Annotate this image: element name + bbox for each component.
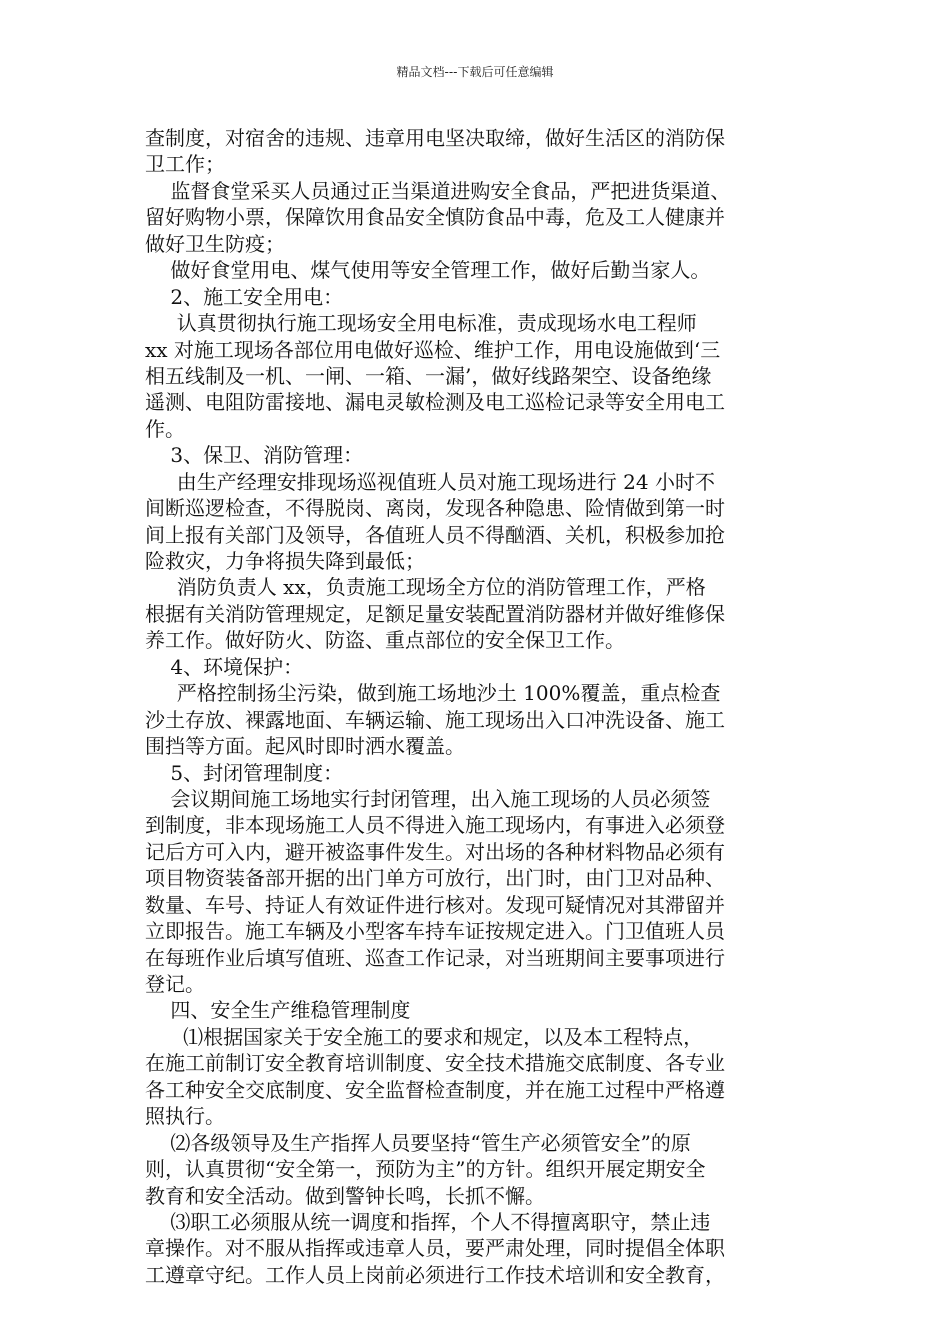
text-line: 根据有关消防管理规定，足额足量安装配置消防器材并做好维修保 bbox=[145, 601, 725, 626]
text-line: 登记。 bbox=[145, 972, 205, 996]
text-line: ⑴根据国家关于安全施工的要求和规定，以及本工程特点， bbox=[145, 1024, 704, 1049]
text-line: 照执行。 bbox=[145, 1104, 225, 1129]
text-line: xx 对施工现场各部位用电做好巡检、维护工作，用电设施做到‘三 bbox=[145, 337, 721, 362]
text-line: 消防负责人 xx，负责施工现场全方位的消防管理工作，严格 bbox=[145, 575, 706, 600]
text-line: 沙土存放、裸露地面、车辆运输、施工现场出入口冲洗设备、施工 bbox=[145, 707, 725, 732]
document-body bbox=[145, 125, 805, 1288]
text-line: 教育和安全活动。做到警钟长鸣，长抓不懈。 bbox=[145, 1183, 545, 1208]
text-line: 会议期间施工场地实行封闭管理，出入施工现场的人员必须签 bbox=[145, 786, 711, 811]
text-line: 立即报告。施工车辆及小型客车持车证按规定进入。门卫值班人员 bbox=[145, 919, 725, 944]
text-line: 险救灾，力争将损失降到最低； bbox=[145, 549, 425, 573]
text-line: 在施工前制订安全教育培训制度、安全技术措施交底制度、各专业 bbox=[145, 1051, 725, 1076]
text-line: 5、封闭管理制度： bbox=[145, 760, 344, 785]
text-line: 间上报有关部门及领导，各值班人员不得酗酒、关机，积极参加抢 bbox=[145, 522, 725, 547]
text-line: 在每班作业后填写值班、巡查工作记录，对当班期间主要事项进行 bbox=[145, 945, 725, 970]
text-line: 做好食堂用电、煤气使用等安全管理工作，做好后勤当家人。 bbox=[145, 258, 711, 283]
text-line: 卫工作； bbox=[145, 152, 225, 177]
text-line: ⑶职工必须服从统一调度和指挥，个人不得擅离职守，禁止违 bbox=[145, 1209, 711, 1234]
text-line: 围挡等方面。起风时即时洒水覆盖。 bbox=[145, 734, 465, 759]
text-line: 相五线制及一机、一闸、一箱、一漏’，做好线路架空、设备绝缘 bbox=[145, 363, 712, 388]
text-line: 严格控制扬尘污染，做到施工场地沙土 100%覆盖，重点检查 bbox=[145, 681, 721, 706]
text-line: 2、施工安全用电： bbox=[145, 284, 344, 309]
page-header: 精品文档---下载后可任意编辑 bbox=[396, 65, 554, 79]
text-line: 做好卫生防疫； bbox=[145, 231, 285, 256]
text-line: 监督食堂采买人员通过正当渠道进购安全食品，严把进货渠道、 bbox=[145, 178, 731, 203]
text-line: 作。 bbox=[145, 416, 185, 441]
text-line: 工遵章守纪。工作人员上岗前必须进行工作技术培训和安全教育， bbox=[145, 1262, 725, 1287]
text-line: 查制度，对宿舍的违规、违章用电坚决取缔，做好生活区的消防保 bbox=[145, 126, 725, 150]
text-line: 4、环境保护： bbox=[145, 654, 304, 679]
text-line: 留好购物小票，保障饮用食品安全慎防食品中毒，危及工人健康并 bbox=[145, 205, 725, 230]
text-line: 章操作。对不服从指挥或违章人员，要严肃处理，同时提倡全体职 bbox=[145, 1236, 725, 1261]
text-line: 由生产经理安排现场巡视值班人员对施工现场进行 24 小时不 bbox=[145, 469, 715, 494]
text-line: 间断巡逻检查，不得脱岗、离岗，发现各种隐患、险情做到第一时 bbox=[145, 496, 725, 521]
text-line: 遥测、电阻防雷接地、漏电灵敏检测及电工巡检记录等安全用电工 bbox=[145, 390, 725, 415]
text-line: 记后方可入内，避开被盗事件发生。对出场的各种材料物品必须有 bbox=[145, 839, 725, 864]
text-line: 数量、车号、持证人有效证件进行核对。发现可疑情况对其滞留并 bbox=[145, 892, 725, 917]
text-line: 到制度，非本现场施工人员不得进入施工现场内，有事进入必须登 bbox=[145, 813, 725, 838]
text-line: 各工种安全交底制度、安全监督检查制度，并在施工过程中严格遵 bbox=[145, 1077, 725, 1102]
text-line: 项目物资装备部开据的出门单方可放行，出门时，由门卫对品种、 bbox=[145, 866, 725, 891]
text-line: 养工作。做好防火、防盗、重点部位的安全保卫工作。 bbox=[145, 628, 625, 653]
text-line: ⑵各级领导及生产指挥人员要坚持“管生产必须管安全”的原 bbox=[145, 1130, 691, 1155]
text-line: 则，认真贯彻“安全第一，预防为主”的方针。组织开展定期安全 bbox=[145, 1157, 706, 1182]
text-line: 四、安全生产维稳管理制度 bbox=[145, 998, 411, 1023]
text-line: 认真贯彻执行施工现场安全用电标准，责成现场水电工程师 bbox=[145, 311, 697, 336]
text-line: 3、保卫、消防管理： bbox=[145, 443, 364, 468]
